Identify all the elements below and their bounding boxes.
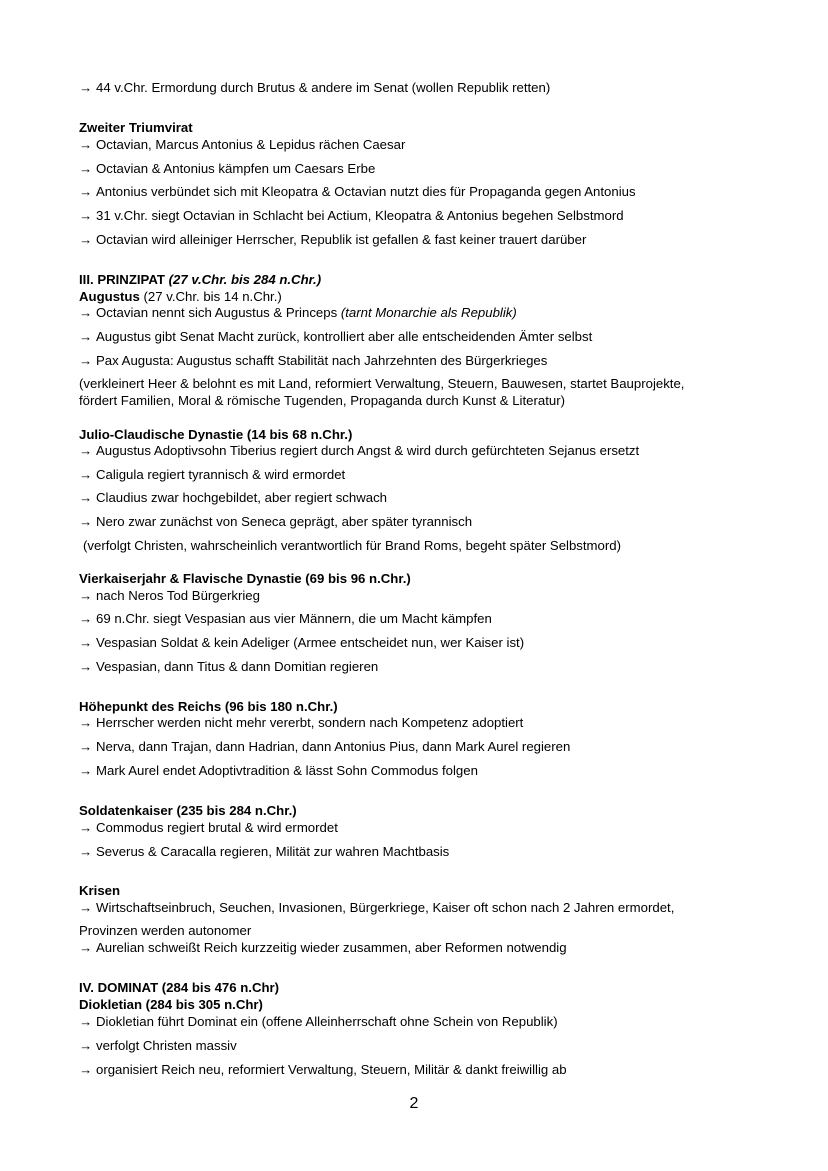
arrow-icon: → <box>79 588 93 603</box>
page-number: 2 <box>409 1095 419 1112</box>
section-heading-prinzipat: III. PRINZIPAT (27 v.Chr. bis 284 n.Chr.) <box>79 272 322 287</box>
arrow-icon: → <box>79 635 93 650</box>
bullet-line: → Octavian, Marcus Antonius & Lepidus rächen Caesar <box>79 137 406 152</box>
section-heading-soldatenkaiser: Soldatenkaiser (235 bis 284 n.Chr.) <box>79 803 297 818</box>
arrow-icon: → <box>79 715 93 730</box>
arrow-icon: → <box>79 820 93 835</box>
arrow-icon: → <box>79 467 93 482</box>
subheading-diokletian: Diokletian (284 bis 305 n.Chr) <box>79 997 263 1012</box>
bullet-line: → Vespasian, dann Titus & dann Domitian regieren <box>79 659 379 674</box>
arrow-icon: → <box>79 900 93 915</box>
arrow-icon: → <box>79 514 93 529</box>
bullet-line: → Caligula regiert tyrannisch & wird ermordet <box>79 467 346 482</box>
bullet-line: → 44 v.Chr. Ermordung durch Brutus & andere im Senat (wollen Republik retten) <box>79 80 551 95</box>
arrow-icon: → <box>79 844 93 859</box>
arrow-icon: → <box>79 137 93 152</box>
section-heading-triumvirat: Zweiter Triumvirat <box>79 120 193 135</box>
arrow-icon: → <box>79 940 93 955</box>
section-heading-krisen: Krisen <box>79 883 121 898</box>
note-line: (verkleinert Heer & belohnt es mit Land, reformiert Verwaltung, Steuern, Bauwesen, startet Bauprojekte, <box>79 376 685 391</box>
arrow-icon: → <box>79 443 93 458</box>
bullet-line: → Octavian wird alleiniger Herrscher, Republik ist gefallen & fast keiner trauert darüber <box>79 232 587 247</box>
arrow-icon: → <box>79 305 93 320</box>
bullet-line: → Nero zwar zunächst von Seneca geprägt, aber später tyrannisch <box>79 514 473 529</box>
bullet-line: → Antonius verbündet sich mit Kleopatra & Octavian nutzt dies für Propaganda gegen Antonius <box>79 184 636 199</box>
continuation-line: Provinzen werden autonomer <box>79 923 252 938</box>
arrow-icon: → <box>79 763 93 778</box>
bullet-line: → 69 n.Chr. siegt Vespasian aus vier Männern, die um Macht kämpfen <box>79 611 492 626</box>
arrow-icon: → <box>79 739 93 754</box>
bullet-line: → 31 v.Chr. siegt Octavian in Schlacht bei Actium, Kleopatra & Antonius begehen Selbstmord <box>79 208 624 223</box>
arrow-icon: → <box>79 80 93 95</box>
arrow-icon: → <box>79 1014 93 1029</box>
section-heading-dominat: IV. DOMINAT (284 bis 476 n.Chr) <box>79 980 280 995</box>
bullet-line: → Augustus gibt Senat Macht zurück, kontrolliert aber alle entscheidenden Ämter selbst <box>79 329 593 344</box>
arrow-icon: → <box>79 208 93 223</box>
arrow-icon: → <box>79 329 93 344</box>
section-heading-vierkaiser: Vierkaiserjahr & Flavische Dynastie (69 bis 96 n.Chr.) <box>79 571 411 586</box>
arrow-icon: → <box>79 611 93 626</box>
bullet-line: → Vespasian Soldat & kein Adeliger (Armee entscheidet nun, wer Kaiser ist) <box>79 635 525 650</box>
bullet-line: → Herrscher werden nicht mehr vererbt, sondern nach Kompetenz adoptiert <box>79 715 524 730</box>
arrow-icon: → <box>79 1038 93 1053</box>
arrow-icon: → <box>79 161 93 176</box>
subheading-augustus: Augustus (27 v.Chr. bis 14 n.Chr.) <box>79 289 282 304</box>
arrow-icon: → <box>79 232 93 247</box>
bullet-line: → Commodus regiert brutal & wird ermordet <box>79 820 338 835</box>
bullet-line: → Diokletian führt Dominat ein (offene Alleinherrschaft ohne Schein von Republik) <box>79 1014 558 1029</box>
bullet-line: → Aurelian schweißt Reich kurzzeitig wieder zusammen, aber Reformen notwendig <box>79 940 567 955</box>
bullet-line: → nach Neros Tod Bürgerkrieg <box>79 588 260 603</box>
bullet-line: → verfolgt Christen massiv <box>79 1038 237 1053</box>
bullet-line: → organisiert Reich neu, reformiert Verwaltung, Steuern, Militär & dankt freiwillig ab <box>79 1062 567 1077</box>
bullet-line: → Claudius zwar hochgebildet, aber regiert schwach <box>79 490 388 505</box>
bullet-line: → Augustus Adoptivsohn Tiberius regiert durch Angst & wird durch gefürchteten Sejanus ersetzt <box>79 443 640 458</box>
arrow-icon: → <box>79 659 93 674</box>
bullet-line: → Octavian & Antonius kämpfen um Caesars Erbe <box>79 161 376 176</box>
bullet-line: → Mark Aurel endet Adoptivtradition & lässt Sohn Commodus folgen <box>79 763 478 778</box>
bullet-line: → Nerva, dann Trajan, dann Hadrian, dann Antonius Pius, dann Mark Aurel regieren <box>79 739 571 754</box>
arrow-icon: → <box>79 353 93 368</box>
arrow-icon: → <box>79 1062 93 1077</box>
section-heading-julio: Julio-Claudische Dynastie (14 bis 68 n.Chr.) <box>79 427 353 442</box>
note-line: (verfolgt Christen, wahrscheinlich verantwortlich für Brand Roms, begeht später Selbstmord) <box>83 538 621 553</box>
bullet-line: → Octavian nennt sich Augustus & Princeps (tarnt Monarchie als Republik) <box>79 305 517 320</box>
bullet-line: → Severus & Caracalla regieren, Milität zur wahren Machtbasis <box>79 844 450 859</box>
note-line: fördert Familien, Moral & römische Tugenden, Propaganda durch Kunst & Literatur) <box>79 393 565 408</box>
arrow-icon: → <box>79 184 93 199</box>
arrow-icon: → <box>79 490 93 505</box>
bullet-line: → Pax Augusta: Augustus schafft Stabilität nach Jahrzehnten des Bürgerkrieges <box>79 353 548 368</box>
bullet-line: → Wirtschaftseinbruch, Seuchen, Invasionen, Bürgerkriege, Kaiser oft schon nach 2 Jahren ermordet, <box>79 900 675 915</box>
section-heading-hoehepunkt: Höhepunkt des Reichs (96 bis 180 n.Chr.) <box>79 699 338 714</box>
